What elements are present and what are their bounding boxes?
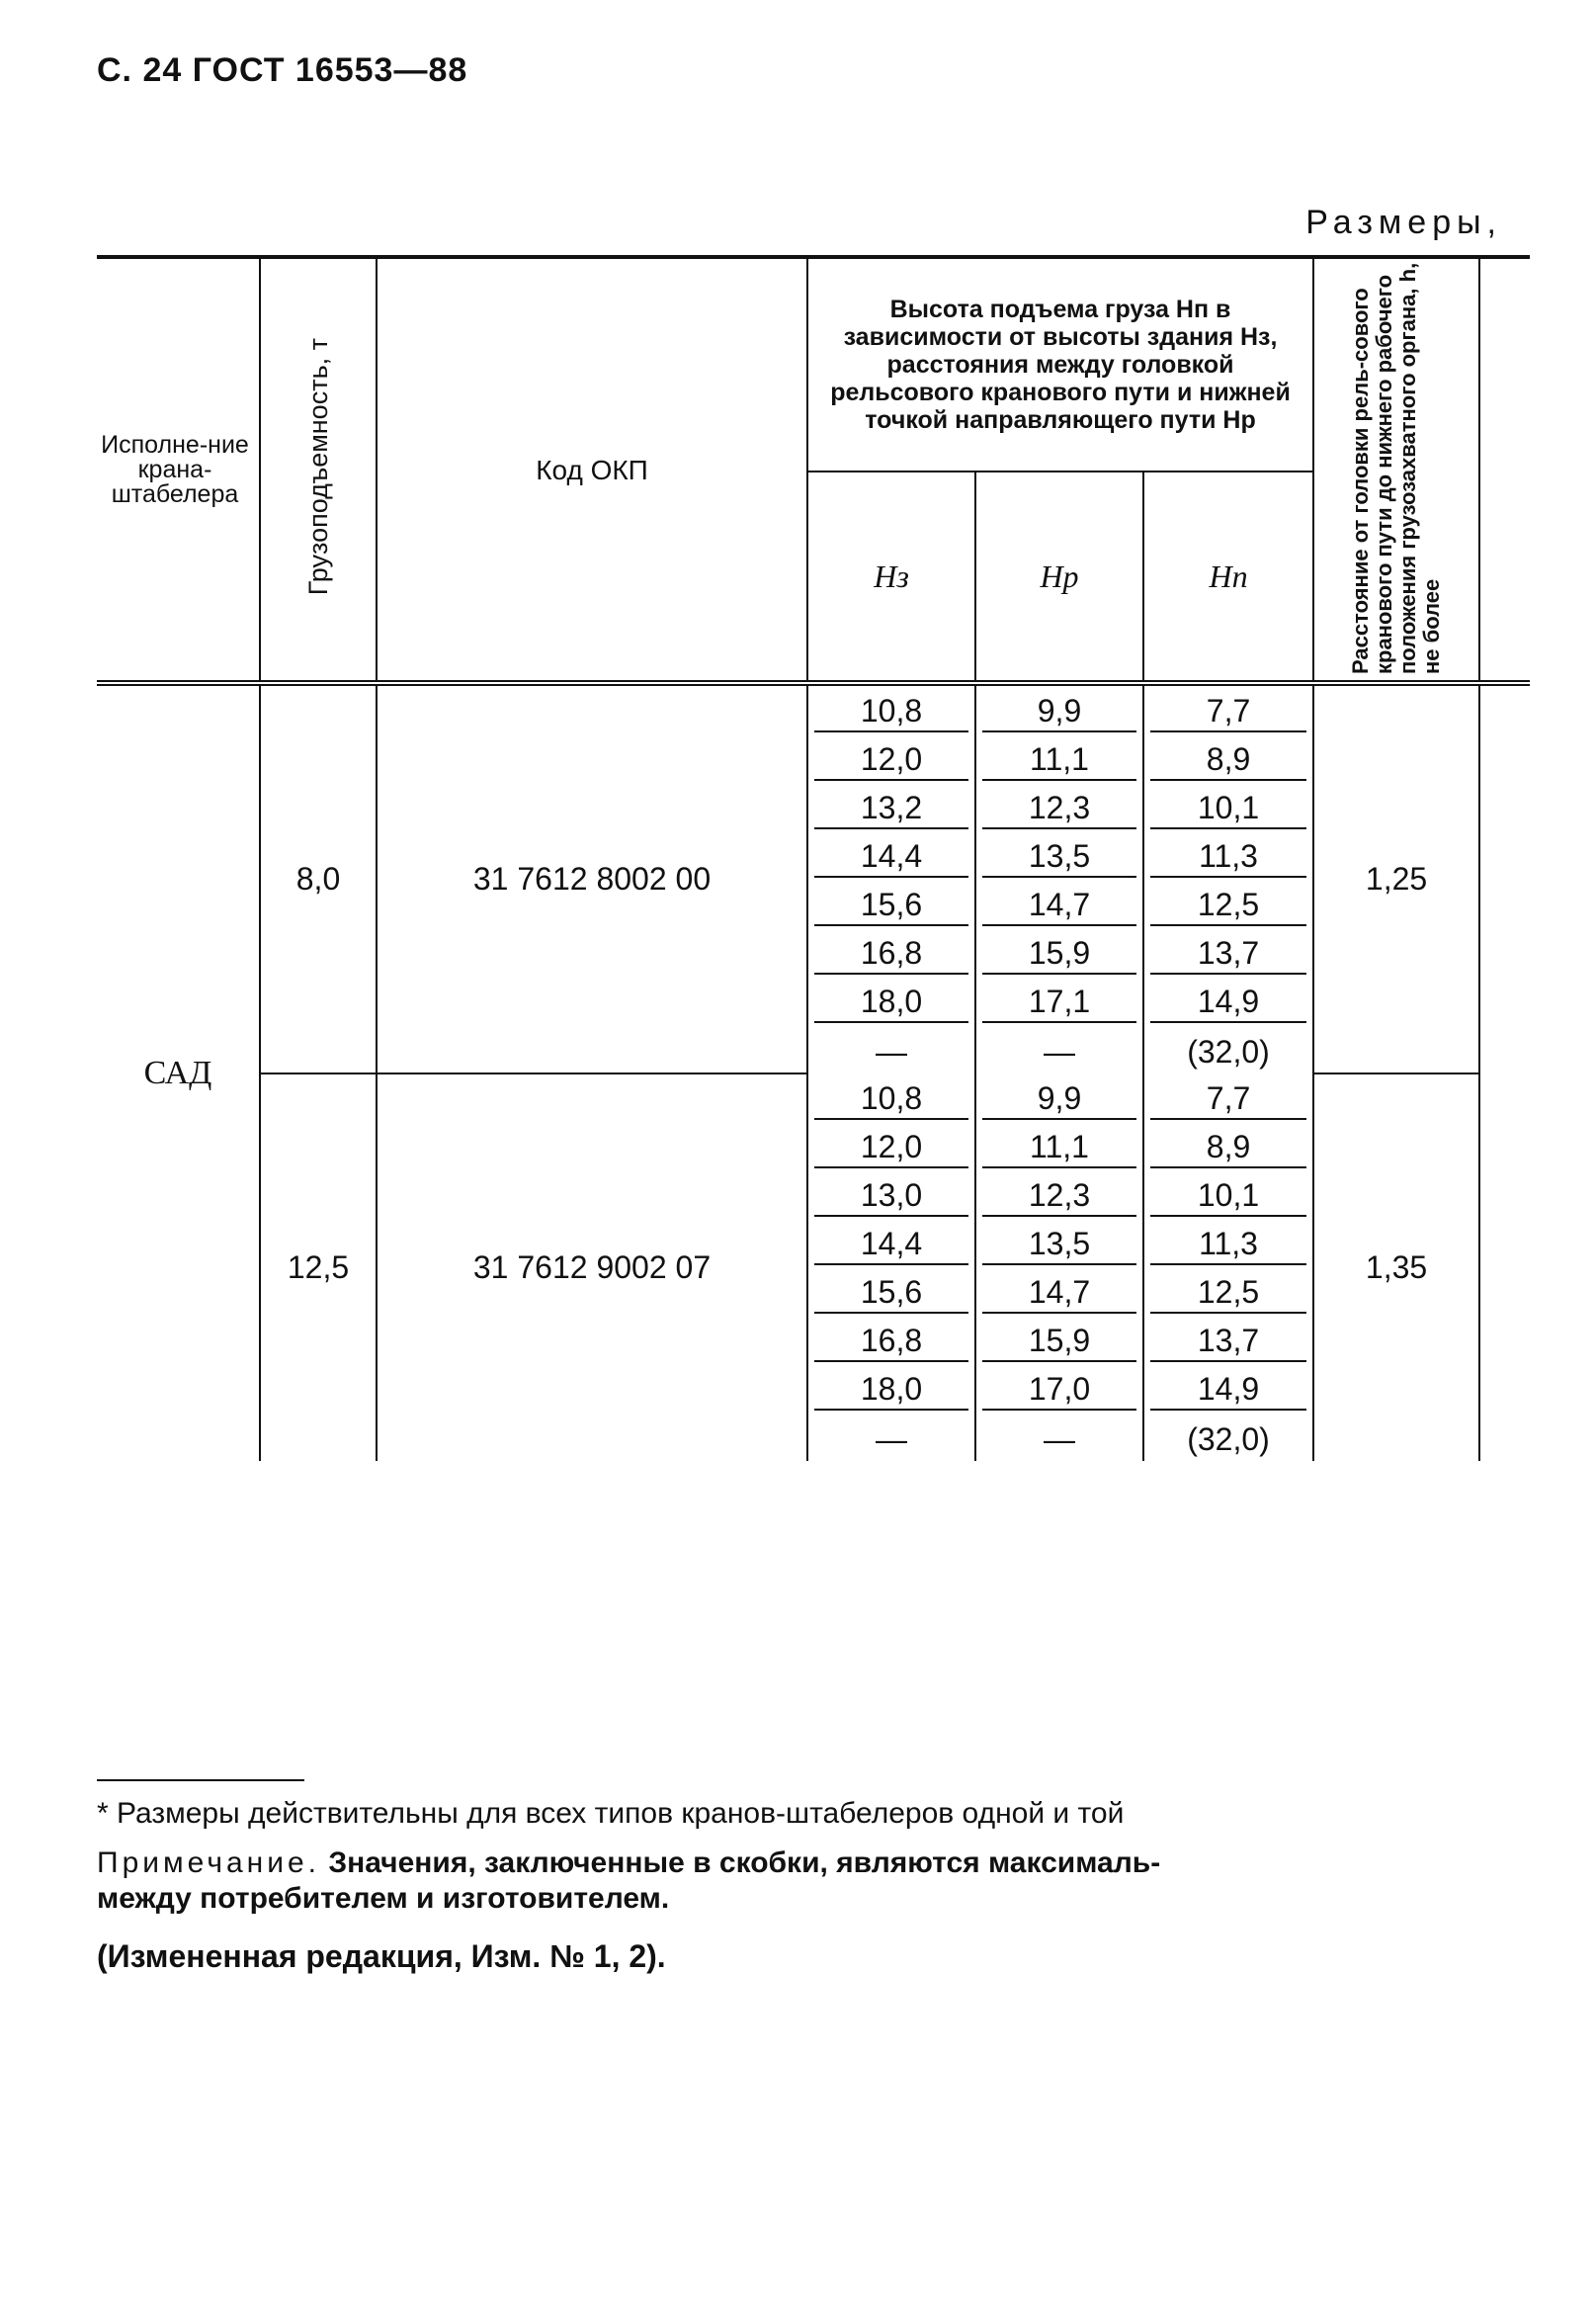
hp-cell: [1143, 977, 1313, 1025]
hp-cell: [1143, 783, 1313, 831]
hz-cell: [807, 1267, 975, 1316]
hz-cell: [807, 1122, 975, 1170]
hr-cell: [975, 683, 1143, 734]
hr-cell: [975, 977, 1143, 1025]
header-distance: Расстояние от головки рель-сового кранового пути до нижнего рабочего положения грузозахватного органа, h, не более: [1313, 257, 1479, 680]
hz-cell: [807, 734, 975, 783]
hr-cell: [975, 1073, 1143, 1122]
hp-cell-value: 8,9: [1150, 1127, 1306, 1168]
hp-cell: [1143, 1073, 1313, 1122]
right-margin-cell: [1479, 683, 1530, 1073]
header-capacity: Грузоподъемность, т: [260, 257, 377, 680]
note-line-2: между потребителем и изготовителем.: [97, 1882, 670, 1915]
hz-cell: [807, 1413, 975, 1461]
hp-cell-value: 11,3: [1150, 1224, 1306, 1265]
hp-cell-value: 13,7: [1150, 1321, 1306, 1362]
okp-code-cell: 31 7612 8002 00: [377, 683, 807, 1073]
table-row: [97, 1073, 1530, 1122]
hr-cell-value: 9,9: [982, 691, 1136, 732]
hp-cell-value: 12,5: [1150, 885, 1306, 926]
header-hr: Hр: [975, 472, 1143, 680]
okp-code-cell: 31 7612 9002 07: [377, 1073, 807, 1461]
hz-cell: [807, 1316, 975, 1364]
star-footnote: * Размеры действительны для всех типов кранов-штабелеров одной и той: [97, 1797, 1125, 1830]
hp-cell: [1143, 1025, 1313, 1073]
hr-cell-value: 17,1: [982, 982, 1136, 1023]
hz-cell: [807, 1025, 975, 1073]
hz-cell-value: —: [876, 1421, 907, 1457]
hz-cell-value: 14,4: [814, 1224, 968, 1265]
header-hp: Hп: [1143, 472, 1313, 680]
hz-cell-value: 12,0: [814, 739, 968, 781]
header-hz: Hз: [807, 472, 975, 680]
hp-cell-value: (32,0): [1187, 1421, 1270, 1457]
footnote-rule: [97, 1779, 304, 1781]
distance-cell: 1,25: [1313, 683, 1479, 1073]
amendment-note: (Измененная редакция, Изм. № 1, 2).: [97, 1938, 666, 1974]
hr-cell-value: 15,9: [982, 1321, 1136, 1362]
hz-cell-value: 13,2: [814, 788, 968, 829]
version-cell: САД: [143, 1055, 212, 1091]
hz-cell-value: 13,0: [814, 1175, 968, 1217]
hp-cell-value: 7,7: [1150, 691, 1306, 732]
hz-cell-value: 12,0: [814, 1127, 968, 1168]
distance-cell: 1,35: [1313, 1073, 1479, 1461]
hr-cell: [975, 1267, 1143, 1316]
hr-cell: [975, 1025, 1143, 1073]
hp-cell-value: (32,0): [1187, 1034, 1270, 1070]
hr-cell: [975, 1122, 1143, 1170]
hp-cell-value: 7,7: [1150, 1078, 1306, 1120]
hr-cell: [975, 831, 1143, 880]
hz-cell: [807, 1170, 975, 1219]
table-body: [97, 683, 1530, 1461]
hp-cell: [1143, 1219, 1313, 1267]
hp-cell-value: 11,3: [1150, 836, 1306, 878]
hr-cell-value: 12,3: [982, 1175, 1136, 1217]
hz-cell-value: 10,8: [814, 1078, 968, 1120]
page-header: С. 24 ГОСТ 16553—88: [97, 51, 468, 89]
hr-cell-value: 14,7: [982, 1272, 1136, 1314]
hz-cell-value: 15,6: [814, 885, 968, 926]
hp-cell-value: 13,7: [1150, 933, 1306, 975]
hp-cell: [1143, 1267, 1313, 1316]
hr-cell: [975, 1413, 1143, 1461]
hp-cell: [1143, 831, 1313, 880]
hr-cell: [975, 928, 1143, 977]
hr-cell: [975, 783, 1143, 831]
hp-cell: [1143, 1316, 1313, 1364]
capacity-cell: 8,0: [260, 683, 377, 1073]
hp-cell-value: 12,5: [1150, 1272, 1306, 1314]
header-lift-height-group: Высота подъема груза Hп в зависимости от высоты здания Hз, расстояния между головкой рельсового кранового пути и нижней точкой направляющего пути Hр: [807, 257, 1313, 472]
table-row: [97, 683, 1530, 734]
hp-cell: [1143, 880, 1313, 928]
hz-cell-value: 18,0: [814, 1369, 968, 1411]
hr-cell-value: —: [1044, 1034, 1075, 1070]
note-text: Значения, заключенные в скобки, являются максималь-: [328, 1846, 1161, 1879]
hz-cell: [807, 977, 975, 1025]
capacity-cell: 12,5: [260, 1073, 377, 1461]
hp-cell-value: 8,9: [1150, 739, 1306, 781]
hp-cell: [1143, 1170, 1313, 1219]
hz-cell: [807, 1073, 975, 1122]
hp-cell: [1143, 734, 1313, 783]
hz-cell: [807, 1219, 975, 1267]
hp-cell: [1143, 1364, 1313, 1413]
hz-cell-value: 18,0: [814, 982, 968, 1023]
hr-cell-value: 11,1: [982, 1127, 1136, 1168]
hr-cell: [975, 1219, 1143, 1267]
hp-cell: [1143, 1413, 1313, 1461]
hz-cell: [807, 831, 975, 880]
hr-cell-value: 13,5: [982, 1224, 1136, 1265]
hr-cell-value: 17,0: [982, 1369, 1136, 1411]
hp-cell-value: 10,1: [1150, 1175, 1306, 1217]
hz-cell: [807, 683, 975, 734]
hp-cell-value: 14,9: [1150, 1369, 1306, 1411]
hz-cell: [807, 1364, 975, 1413]
hz-cell: [807, 783, 975, 831]
hr-cell-value: —: [1044, 1421, 1075, 1457]
hp-cell: [1143, 1122, 1313, 1170]
hr-cell: [975, 1316, 1143, 1364]
hp-cell: [1143, 683, 1313, 734]
table-right-margin: [1479, 257, 1530, 680]
hz-cell-value: 15,6: [814, 1272, 968, 1314]
hz-cell-value: 16,8: [814, 1321, 968, 1362]
hz-cell-value: 16,8: [814, 933, 968, 975]
hp-cell-value: 10,1: [1150, 788, 1306, 829]
sizes-label: Размеры,: [1305, 204, 1502, 241]
hr-cell-value: 14,7: [982, 885, 1136, 926]
note-line-1: [97, 1845, 1520, 1882]
hr-cell-value: 11,1: [982, 739, 1136, 781]
header-version: Исполне-ние крана-штабелера: [97, 257, 260, 680]
note-label: Примечание.: [97, 1846, 320, 1879]
hz-cell-value: 10,8: [814, 691, 968, 732]
hz-cell: [807, 928, 975, 977]
hp-cell-value: 14,9: [1150, 982, 1306, 1023]
hr-cell: [975, 1364, 1143, 1413]
hz-cell-value: 14,4: [814, 836, 968, 878]
hz-cell-value: —: [876, 1034, 907, 1070]
hr-cell-value: 13,5: [982, 836, 1136, 878]
right-margin-cell: [1479, 1073, 1530, 1461]
hr-cell: [975, 1170, 1143, 1219]
hr-cell-value: 9,9: [982, 1078, 1136, 1120]
hz-cell: [807, 880, 975, 928]
header-okp-code: Код ОКП: [377, 257, 807, 680]
hr-cell-value: 12,3: [982, 788, 1136, 829]
hr-cell: [975, 880, 1143, 928]
hr-cell: [975, 734, 1143, 783]
dimensions-table: [97, 255, 1530, 1461]
hp-cell: [1143, 928, 1313, 977]
hr-cell-value: 15,9: [982, 933, 1136, 975]
